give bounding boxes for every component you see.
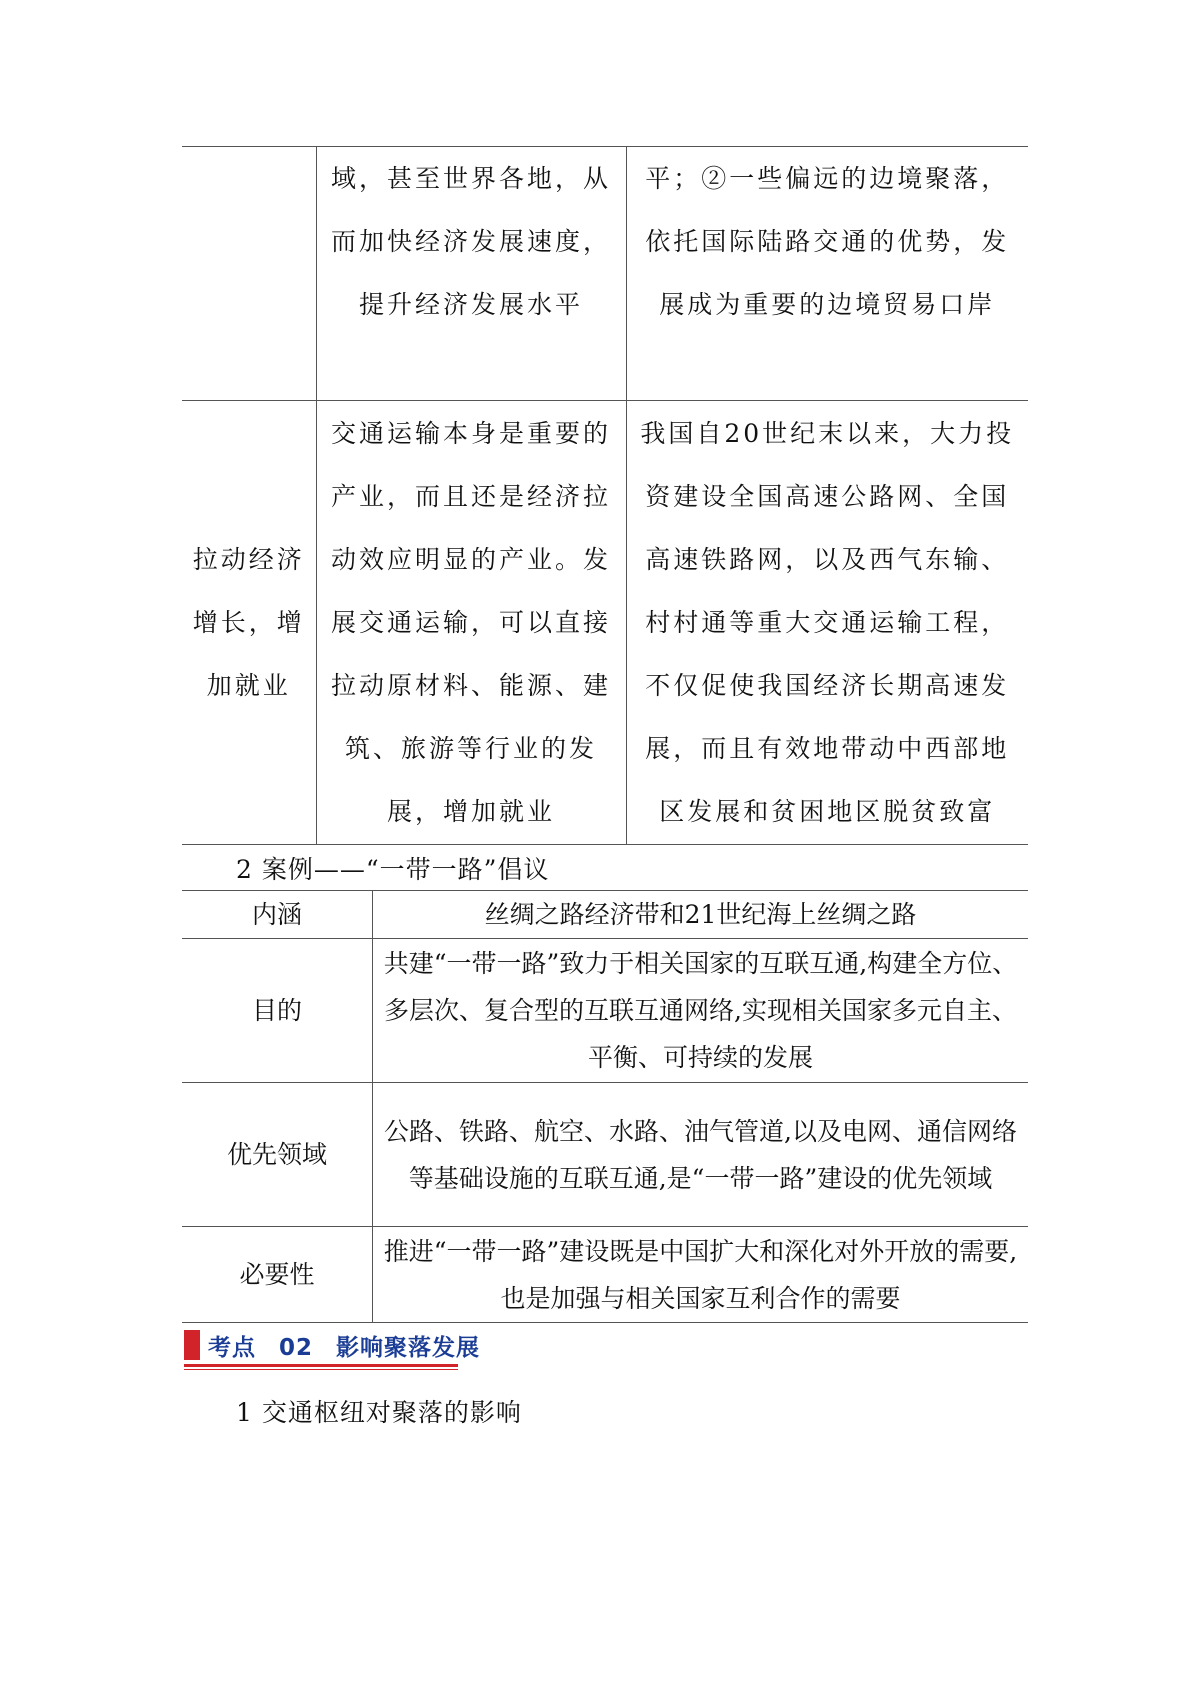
table-cell-explanation: 交通运输本身是重要的产业，而且还是经济拉动效应明显的产业。发展交通运输，可以直接拉动原材料、能源、建筑、旅游等行业的发展，增加就业 [316, 401, 626, 845]
table-row [182, 147, 1028, 401]
heading-underline-thin [184, 1369, 458, 1370]
table-cell-example: 平；②一些偏远的边境聚落，依托国际陆路交通的优势，发展成为重要的边境贸易口岸 [626, 147, 1028, 401]
table-continued [182, 146, 1028, 845]
heading-underline [184, 1364, 458, 1367]
table-row [182, 939, 1028, 1083]
table-cell-example: 我国自20世纪末以来，大力投资建设全国高速公路网、全国高速铁路网，以及西气东输、村村通等重大交通运输工程，不仅促使我国经济长期高速发展，而且有效地带动中西部地区发展和贫困地区脱贫致富 [626, 401, 1028, 845]
row-content: 丝绸之路经济带和21世纪海上丝绸之路 [373, 891, 1029, 939]
section-heading: 1 交通枢纽对聚落的影响 [236, 1398, 522, 1427]
row-label: 内涵 [182, 891, 373, 939]
case-heading: 2 案例——“一带一路”倡议 [236, 855, 550, 884]
table-cell-aspect [182, 147, 316, 401]
row-label: 必要性 [182, 1227, 373, 1323]
table-row [182, 1227, 1028, 1323]
table-cell-aspect: 拉动经济增长，增加就业 [182, 401, 316, 845]
row-label: 优先领域 [182, 1083, 373, 1227]
kaodian-heading [184, 1327, 480, 1363]
row-content: 共建“一带一路”致力于相关国家的互联互通,构建全方位、多层次、复合型的互联互通网络,实现相关国家多元自主、平衡、可持续的发展 [373, 939, 1029, 1083]
table-row [182, 891, 1028, 939]
row-content: 公路、铁路、航空、水路、油气管道,以及电网、通信网络等基础设施的互联互通,是“一带一路”建设的优先领域 [373, 1083, 1029, 1227]
heading-marker [184, 1330, 200, 1360]
table-row [182, 1083, 1028, 1227]
table-cell-explanation: 域，甚至世界各地，从而加快经济发展速度，提升经济发展水平 [316, 147, 626, 401]
belt-road-table [182, 890, 1028, 1323]
row-content: 推进“一带一路”建设既是中国扩大和深化对外开放的需要,也是加强与相关国家互利合作的需要 [373, 1227, 1029, 1323]
kaodian-title: 考点 02 影响聚落发展 [208, 1334, 481, 1361]
row-label: 目的 [182, 939, 373, 1083]
table-row [182, 401, 1028, 845]
